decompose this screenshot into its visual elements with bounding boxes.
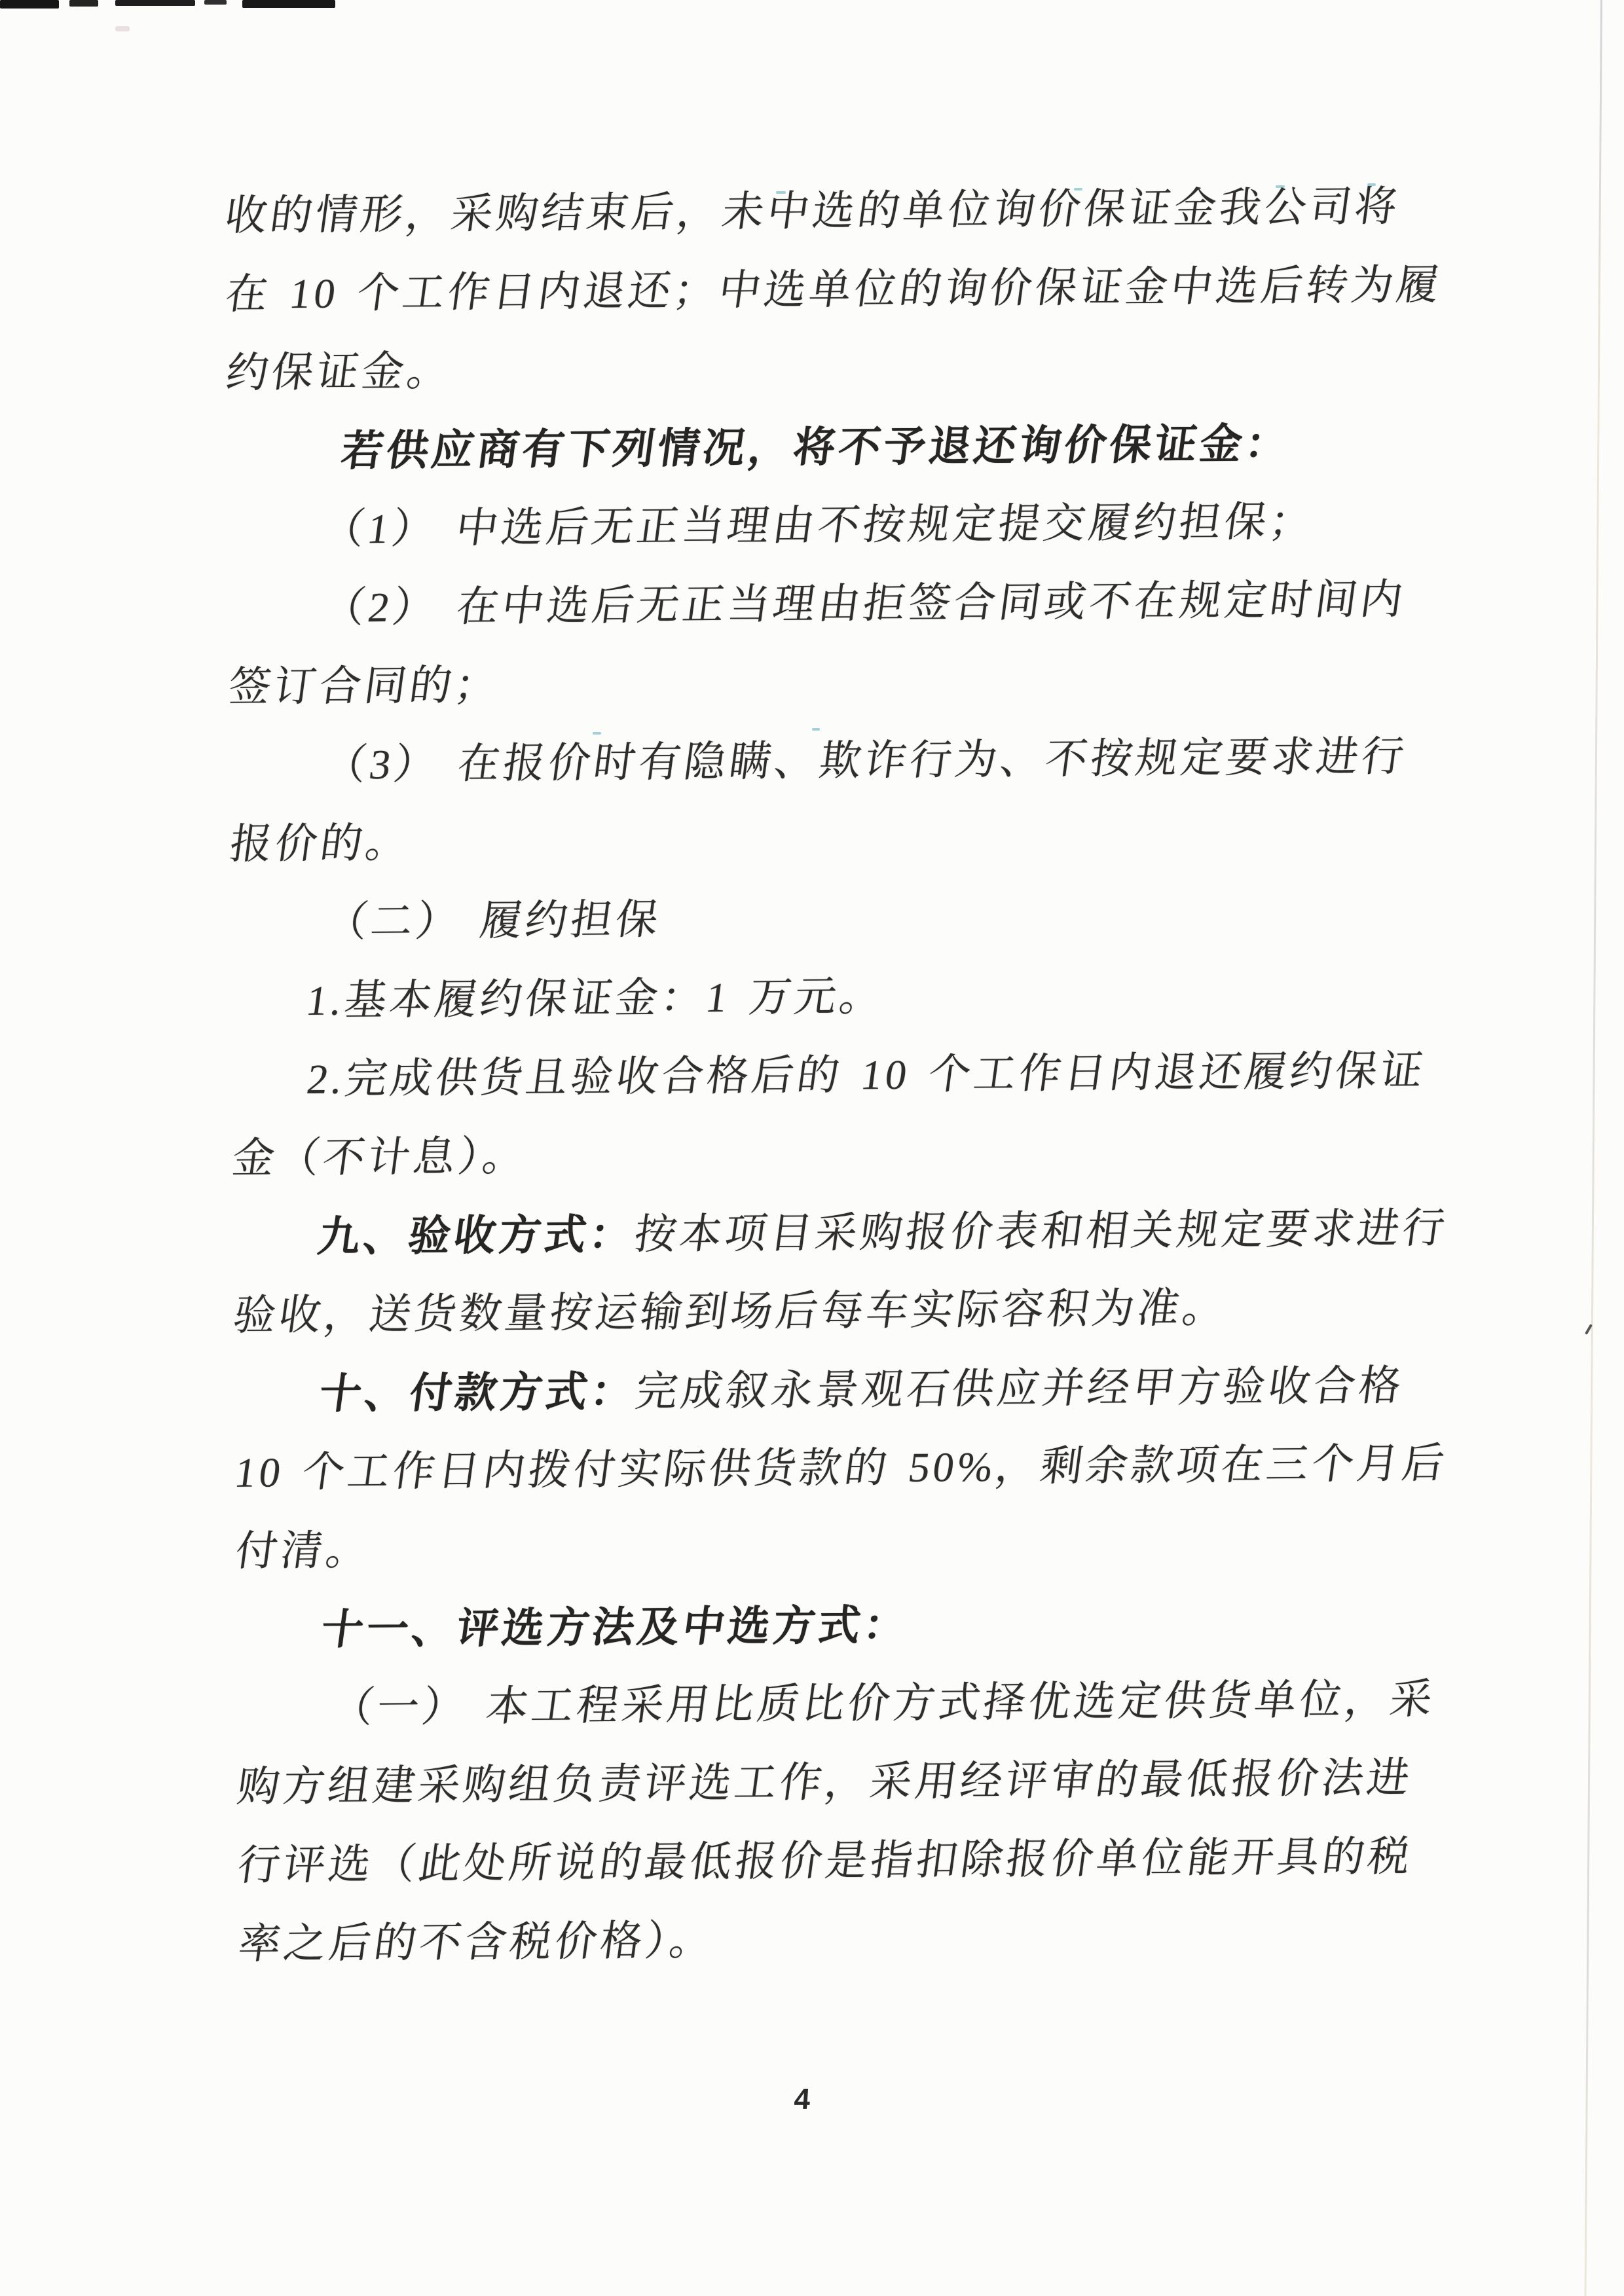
section-heading: 十一、评选方法及中选方式： bbox=[318, 1601, 912, 1653]
section-9-line bbox=[228, 1188, 1456, 1277]
body-text: （2） 在中选后无正当理由拒签合同或不在规定时间内 bbox=[320, 575, 1409, 631]
paragraph-line bbox=[225, 795, 1453, 884]
paragraph-line-emphasis bbox=[222, 403, 1450, 491]
body-text: 金（不计息）。 bbox=[229, 1133, 531, 1182]
list-item-one bbox=[232, 1660, 1460, 1748]
numbered-item-1 bbox=[226, 953, 1454, 1041]
body-text: 约保证金。 bbox=[223, 348, 456, 396]
scan-artifact-top-strip bbox=[69, 0, 98, 7]
numbered-item-2 bbox=[227, 1031, 1455, 1120]
scan-artifact-top-strip bbox=[242, 0, 335, 8]
document-body bbox=[219, 167, 1452, 1984]
scan-artifact-top-strip bbox=[115, 0, 195, 6]
paragraph-line bbox=[221, 246, 1449, 334]
section-10-line bbox=[229, 1345, 1458, 1434]
body-text: 签订合同的； bbox=[225, 661, 504, 710]
body-text-bold: 若供应商有下列情况，将不予退还询价保证金： bbox=[338, 420, 1294, 475]
body-text: （二） 履约担保 bbox=[322, 896, 665, 945]
paragraph-line bbox=[231, 1503, 1459, 1591]
body-text: （一） 本工程采用比质比价方式择优选定供货单位，采 bbox=[329, 1675, 1439, 1731]
body-text: （1） 中选后无正当理由不按规定提交履约担保； bbox=[320, 498, 1318, 553]
body-text: 2.完成供货且验收合格后的 10 个工作日内退还履约保证 bbox=[304, 1047, 1429, 1103]
body-text: 10 个工作日内拨付实际供货款的 50%，剩余款项在三个月后 bbox=[232, 1440, 1451, 1496]
body-text: 收的情形，采购结束后，未中选的单位询价保证金我公司将 bbox=[222, 183, 1403, 239]
scan-artifact-smudge bbox=[115, 26, 130, 31]
body-text: （3） 在报价时有隐瞒、欺诈行为、不按规定要求进行 bbox=[321, 733, 1411, 788]
section-heading: 十、付款方式： bbox=[316, 1368, 639, 1417]
paragraph-line bbox=[233, 1817, 1462, 1905]
paragraph-line bbox=[220, 167, 1449, 255]
scan-artifact-edge-line bbox=[1584, 0, 1602, 2296]
list-item-3 bbox=[225, 717, 1453, 805]
body-text: 完成叙永景观石供应并经甲方验收合格 bbox=[633, 1362, 1407, 1415]
paragraph-line bbox=[224, 638, 1452, 727]
body-text: 报价的。 bbox=[227, 819, 415, 867]
scan-artifact-top-strip bbox=[204, 0, 227, 5]
section-11-heading bbox=[231, 1581, 1460, 1669]
body-text: 率之后的不含税价格）。 bbox=[235, 1917, 718, 1967]
paragraph-line bbox=[229, 1267, 1457, 1355]
body-text: 在 10 个工作日内退还；中选单位的询价保证金中选后转为履 bbox=[223, 261, 1445, 318]
section-heading: 九、验收方式： bbox=[315, 1211, 638, 1260]
body-text: 付清。 bbox=[232, 1527, 375, 1575]
paragraph-line bbox=[227, 1110, 1456, 1198]
body-text: 按本项目采购报价表和相关规定要求进行 bbox=[631, 1205, 1451, 1258]
paragraph-line bbox=[221, 324, 1450, 412]
body-text: 1.基本履约保证金：1 万元。 bbox=[303, 973, 889, 1025]
body-text: 行评选（此处所说的最低报价是指扣除报价单位能开具的税 bbox=[235, 1832, 1416, 1889]
paragraph-line bbox=[232, 1738, 1461, 1827]
scan-artifact-top-strip bbox=[0, 0, 59, 9]
subsection-heading bbox=[225, 874, 1454, 962]
page-number: 4 bbox=[793, 2083, 811, 2115]
body-text: 验收，送货数量按运输到场后每车实际容积为准。 bbox=[231, 1284, 1231, 1339]
paragraph-line bbox=[230, 1424, 1458, 1512]
paragraph-line bbox=[234, 1895, 1462, 1984]
body-text: 购方组建采购组负责评选工作，采用经评审的最低报价法进 bbox=[234, 1754, 1416, 1810]
list-item-1 bbox=[223, 481, 1451, 570]
list-item-2 bbox=[223, 560, 1452, 648]
